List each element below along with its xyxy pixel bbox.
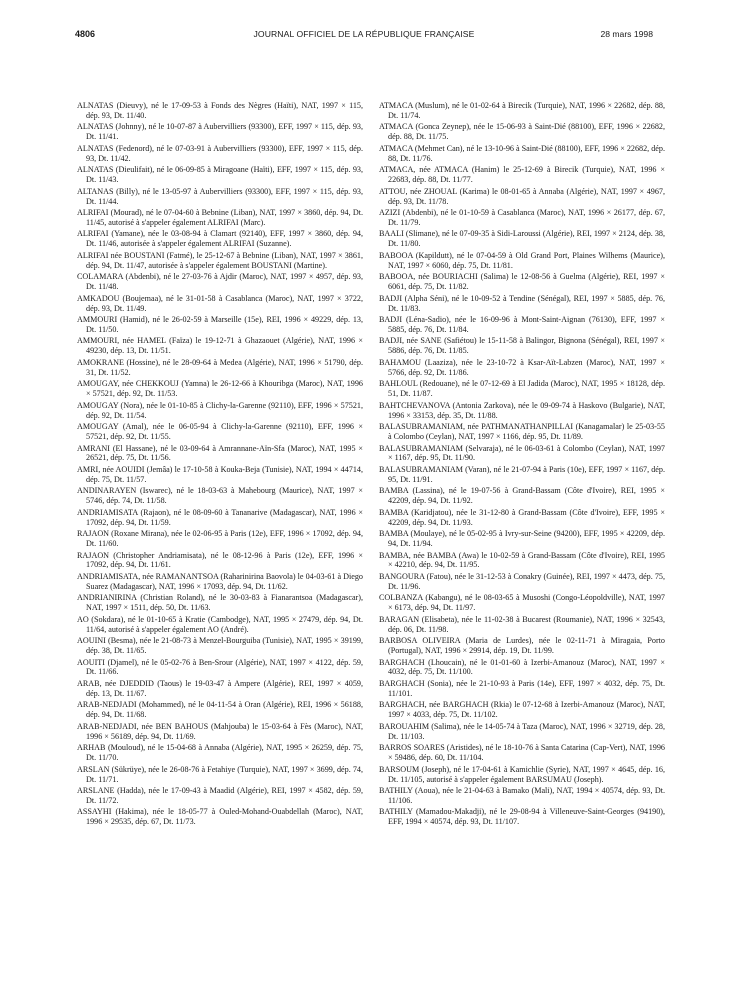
naturalization-entry: BADJI, née SANE (Safiétou) le 15-11-58 à Balingor, Bignona (Sénégal), REI, 1997 × 5886, dép. 76, Dt. 11/85. — [379, 336, 665, 356]
naturalization-entry: ATMACA (Mehmet Can), né le 13-10-96 à Saint-Dié (88100), EFF, 1996 × 22682, dép. 88, Dt. 11/76. — [379, 143, 666, 163]
naturalization-entry: ALNATAS (Dieulifait), né le 06-09-85 à Miragoane (Haïti), EFF, 1997 × 115, dép. 93, Dt. 11/43. — [77, 165, 363, 185]
naturalization-entry: BAHTCHEVANOVA (Antonia Zarkova), née le 09-09-74 à Haskovo (Bulgarie), NAT, 1996 × 33153, dép. 35, Dt. 11/88. — [379, 400, 665, 420]
naturalization-entry: AMRANI (El Hassane), né le 03-09-64 à Amrannane-Aïn-Sfa (Maroc), NAT, 1995 × 26521, dép. 75, Dt. 11/56. — [77, 443, 363, 463]
naturalization-entry: BAMBA (Karidjatou), née le 31-12-80 à Grand-Bassam (Côte d'Ivoire), EFF, 1995 × 42209, dép. 94, Dt. 11/93. — [379, 507, 665, 527]
naturalization-entry: ARAB-NEDJADI (Mohammed), né le 04-11-54 à Oran (Algérie), REI, 1996 × 56188, dép. 94, Dt. 11/68. — [77, 700, 363, 720]
page-number: 4806 — [75, 29, 96, 39]
naturalization-entry: ASSAYHI (Hakima), née le 18-05-77 à Ouled-Mohand-Ouabdellah (Maroc), NAT, 1996 × 29535, dép. 67, Dt. 11/73. — [77, 807, 363, 827]
naturalization-entry: BALASUBRAMANIAM (Varan), né le 21-07-94 à Paris (10e), EFF, 1997 × 1167, dép. 95, Dt. 11/91. — [379, 464, 665, 484]
naturalization-entry: ARSLAN (Sükrüye), née le 26-08-76 à Fetahiye (Turquie), NAT, 1997 × 3699, dép. 74, Dt. 11/71. — [77, 764, 363, 784]
naturalization-entry: AMOUGAY (Nora), née le 01-10-85 à Clichy-la-Garenne (92110), EFF, 1996 × 57521, dép. 92, Dt. 11/54. — [77, 400, 363, 420]
naturalization-entry: BANGOURA (Fatou), née le 31-12-53 à Conakry (Guinée), REI, 1997 × 4473, dép. 75, Dt. 11/96. — [379, 571, 665, 591]
naturalization-entry: BAHAMOU (Laaziza), née le 23-10-72 à Ksar-Aït-Labzen (Maroc), NAT, 1997 × 5766, dép. 92, Dt. 11/86. — [379, 357, 665, 377]
naturalization-entry: ARAB-NEDJADI, née BEN BAHOUS (Mahjouba) le 15-03-64 à Fès (Maroc), NAT, 1996 × 56189, dép. 94, Dt. 11/69. — [77, 721, 363, 741]
naturalization-entry: AMOUGAY (Amal), née le 06-05-94 à Clichy-la-Garenne (92110), EFF, 1996 × 57521, dép. 92, Dt. 11/55. — [77, 422, 363, 441]
naturalization-entry: AOUINI (Besma), née le 21-08-73 à Menzel-Bourguiba (Tunisie), NAT, 1995 × 39199, dép. 38, Dt. 11/65. — [77, 636, 363, 656]
naturalization-entry: BARGHACH (Lhoucain), né le 01-01-60 à Izerbi-Amanouz (Maroc), NAT, 1997 × 4032, dép. 75, Dt. 11/100. — [379, 657, 665, 677]
naturalization-entry: BAMBA (Lassina), né le 19-07-56 à Grand-Bassam (Côte d'Ivoire), REI, 1995 × 42209, dép. 94, Dt. 11/92. — [379, 486, 665, 506]
naturalization-entry: BAHLOUL (Redouane), né le 07-12-69 à El Jadida (Maroc), NAT, 1995 × 18128, dép. 51, Dt. 11/87. — [379, 379, 665, 399]
naturalization-entry: AMMOURI (Hamid), né le 26-02-59 à Marseille (15e), REI, 1996 × 49229, dép. 13, Dt. 11/50. — [77, 315, 363, 334]
naturalization-entry: RAJAON (Roxane Mirana), née le 02-06-95 à Paris (12e), EFF, 1996 × 17092, dép. 94, Dt. 11/60. — [77, 529, 363, 549]
naturalization-entry: BAMBA, née BAMBA (Awa) le 10-02-59 à Grand-Bassam (Côte d'Ivoire), REI, 1995 × 42210, dép. 94, Dt. 11/95. — [379, 550, 665, 570]
naturalization-entry: BATHILY (Aoua), née le 21-04-63 à Bamako (Mali), NAT, 1994 × 40574, dép. 93, Dt. 11/106. — [379, 786, 665, 805]
journal-title: JOURNAL OFFICIEL DE LA RÉPUBLIQUE FRANÇAISE — [253, 29, 475, 39]
naturalization-entry: AZIZI (Abdenbi), né le 01-10-59 à Casablanca (Maroc), NAT, 1996 × 26177, dép. 67, Dt. 11/79. — [379, 208, 665, 227]
naturalization-entry: ARHAB (Mouloud), né le 15-04-68 à Annaba (Algérie), NAT, 1995 × 26259, dép. 75, Dt. 11/70. — [77, 743, 363, 763]
naturalization-entry: ATMACA (Muslum), né le 01-02-64 à Birecik (Turquie), NAT, 1996 × 22682, dép. 88, Dt. 11/74. — [379, 101, 665, 120]
naturalization-entry: BALASUBRAMANIAM, née PATHMANATHANPILLAI (Kanagamalar) le 25-03-55 à Colombo (Ceylan), NAT, 1997 × 1166, dép. 95, Dt. 11/89. — [379, 422, 665, 441]
left-column — [77, 101, 363, 829]
naturalization-entry: AMOUGAY, née CHEKKOUJ (Yamna) le 26-12-66 à Khouribga (Maroc), NAT, 1996 × 57521, dép. 92, Dt. 11/53. — [77, 379, 363, 399]
naturalization-entry: ANDRIANIRINA (Christian Roland), né le 30-03-83 à Fianarantsoa (Madagascar), NAT, 1997 × 1511, dép. 50, Dt. 11/63. — [77, 593, 363, 613]
naturalization-entry: AMRI, née AOUIDI (Jemâa) le 17-10-58 à Kouka-Beja (Tunisie), NAT, 1994 × 44714, dép. 75, Dt. 11/57. — [77, 464, 363, 484]
naturalization-entry: BARGHACH, née BARGHACH (Rkia) le 07-12-68 à Izerbi-Amanouz (Maroc), NAT, 1997 × 4033, dép. 75, Dt. 11/102. — [379, 700, 665, 720]
naturalization-entry: AMOKRANE (Hossine), né le 28-09-64 à Medea (Algérie), NAT, 1996 × 51790, dép. 31, Dt. 11/52. — [77, 357, 363, 377]
naturalization-entry: ALRIFAI née BOUSTANI (Fatmé), le 25-12-67 à Bebnine (Liban), NAT, 1997 × 3861, dép. 94, Dt. 11/47, autorisée à s'appeler également BOUSTANI (Martine). — [77, 250, 363, 270]
naturalization-entry: BABOOA (Kapildutt), né le 07-04-59 à Old Grand Port, Plaines Wilhems (Maurice), NAT, 1997 × 6060, dép. 75, Dt. 11/81. — [379, 250, 665, 270]
naturalization-entry: ATMACA (Gonca Zeynep), née le 15-06-93 à Saint-Dié (88100), EFF, 1996 × 22682, dép. 88, Dt. 11/75. — [379, 122, 665, 142]
naturalization-entry: ARAB, née DJEDDID (Taous) le 19-03-47 à Ampere (Algérie), REI, 1997 × 4059, dép. 13, Dt. 11/67. — [77, 678, 363, 698]
publication-date: 28 mars 1998 — [600, 29, 653, 39]
naturalization-entry: BABOOA, née BOURIACHI (Salima) le 12-08-56 à Guelma (Algérie), REI, 1997 × 6061, dép. 75, Dt. 11/82. — [379, 272, 665, 292]
naturalization-entry: COLBANZA (Kabangu), né le 08-03-65 à Musoshi (Congo-Léopoldville), NAT, 1997 × 6173, dép. 94, Dt. 11/97. — [379, 593, 665, 613]
naturalization-entry: ATTOU, née ZHOUAL (Karima) le 08-01-65 à Annaba (Algérie), NAT, 1997 × 4967, dép. 93, Dt. 11/78. — [379, 186, 665, 206]
naturalization-entry: BATHILY (Mamadou-Makadji), né le 29-08-94 à Villeneuve-Saint-Georges (94190), EFF, 1994 × 40574, dép. 93, Dt. 11/107. — [379, 807, 665, 827]
naturalization-entry: BAMBA (Moulaye), né le 05-02-95 à Ivry-sur-Seine (94200), EFF, 1995 × 42209, dép. 94, Dt. 11/94. — [379, 529, 665, 549]
naturalization-entry: ALRIFAI (Yamane), née le 03-08-94 à Clamart (92140), EFF, 1997 × 3860, dép. 94, Dt. 11/46, autorisée à s'appeler également ALRIFAI (Suzanne). — [77, 229, 363, 249]
naturalization-entry: BARSOUM (Joseph), né le 17-04-61 à Kamichlie (Syrie), NAT, 1997 × 4645, dép. 16, Dt. 11/105, autorisé à s'appeler également BARSUMAU (Joseph). — [379, 764, 665, 784]
page-header — [75, 27, 653, 41]
right-column — [379, 101, 665, 829]
naturalization-entry: ANDRIAMISATA (Rajaon), né le 08-09-60 à Tananarive (Madagascar), NAT, 1996 × 17092, dép. 94, Dt. 11/59. — [77, 507, 363, 527]
naturalization-entry: ANDRIAMISATA, née RAMANANTSOA (Raharinirina Baovola) le 04-03-61 à Diego Suarez (Madagascar), NAT, 1996 × 17093, dép. 94, Dt. 11/62. — [77, 571, 363, 591]
naturalization-entry: BARAGAN (Elisabeta), née le 11-02-38 à Bucarest (Roumanie), NAT, 1996 × 32543, dép. 06, Dt. 11/98. — [379, 614, 665, 634]
naturalization-entry: AO (Sokdara), né le 01-10-65 à Kratie (Cambodge), NAT, 1995 × 27479, dép. 94, Dt. 11/64, autorisé à s'appeler également AO (André). — [77, 614, 363, 634]
naturalization-entry: ALTANAS (Billy), né le 13-05-97 à Aubervilliers (93300), EFF, 1997 × 115, dép. 93, Dt. 11/44. — [77, 186, 363, 206]
naturalization-entry: ALRIFAI (Mourad), né le 07-04-60 à Bebnine (Liban), NAT, 1997 × 3860, dép. 94, Dt. 11/45, autorisé à s'appeler également ALRIFAI (Marc). — [77, 208, 363, 227]
naturalization-entry: BADJI (Léna-Sadio), née le 16-09-96 à Mont-Saint-Aignan (76130), EFF, 1997 × 5885, dép. 76, Dt. 11/84. — [379, 315, 665, 334]
naturalization-entry: AMMOURI, née HAMEL (Faïza) le 19-12-71 à Ghazaouet (Algérie), NAT, 1996 × 49230, dép. 13, Dt. 11/51. — [77, 336, 363, 356]
naturalization-entry: COLAMARA (Abdenbi), né le 27-03-76 à Ajdir (Maroc), NAT, 1997 × 4957, dép. 93, Dt. 11/48. — [77, 272, 363, 292]
naturalization-entry: BARROS SOARES (Aristides), né le 18-10-76 à Santa Catarina (Cap-Vert), NAT, 1996 × 59486, dép. 60, Dt. 11/104. — [379, 743, 665, 763]
naturalization-entry: BADJI (Alpha Séni), né le 10-09-52 à Tendine (Sénégal), REI, 1997 × 5885, dép. 76, Dt. 11/83. — [379, 293, 665, 313]
naturalization-entry: ALNATAS (Dieuvy), né le 17-09-53 à Fonds des Nègres (Haïti), NAT, 1997 × 115, dép. 93, Dt. 11/40. — [77, 101, 363, 120]
naturalization-entry: AOUITI (Djamel), né le 05-02-76 à Ben-Srour (Algérie), NAT, 1997 × 4122, dép. 59, Dt. 11/66. — [77, 657, 363, 677]
naturalization-entry: RAJAON (Christopher Andriamisata), né le 08-12-96 à Paris (12e), EFF, 1996 × 17092, dép. 94, Dt. 11/61. — [77, 550, 363, 570]
naturalization-entry: ALNATAS (Fedenord), né le 07-03-91 à Aubervilliers (93300), EFF, 1997 × 115, dép. 93, Dt. 11/42. — [77, 143, 363, 163]
naturalization-entry: BAROUAHIM (Salima), née le 14-05-74 à Taza (Maroc), NAT, 1996 × 32719, dép. 28, Dt. 11/103. — [379, 721, 665, 741]
naturalization-entry: BARBOSA OLIVEIRA (Maria de Lurdes), née le 02-11-71 à Miragaia, Porto (Portugal), NAT, 1996 × 29914, dép. 19, Dt. 11/99. — [379, 636, 665, 656]
naturalization-entry: ATMACA, née ATMACA (Hanim) le 25-12-69 à Birecik (Turquie), NAT, 1996 × 22683, dép. 88, Dt. 11/77. — [379, 165, 665, 185]
naturalization-entry: BAALI (Slimane), né le 07-09-35 à Sidi-Laroussi (Algérie), REI, 1997 × 2124, dép. 38, Dt. 11/80. — [379, 229, 665, 249]
naturalization-entry: AMKADOU (Boujemaa), né le 31-01-58 à Casablanca (Maroc), NAT, 1997 × 3722, dép. 93, Dt. 11/49. — [77, 293, 363, 313]
naturalization-entry: ANDINARAYEN (Iswarec), né le 18-03-63 à Mahebourg (Maurice), NAT, 1997 × 5746, dép. 74, Dt. 11/58. — [77, 486, 363, 506]
naturalization-entry: BARGHACH (Sonia), née le 21-10-93 à Paris (14e), EFF, 1997 × 4032, dép. 75, Dt. 11/101. — [379, 678, 665, 698]
naturalization-entry: ALNATAS (Johnny), né le 10-07-87 à Aubervilliers (93300), EFF, 1997 × 115, dép. 93, Dt. 11/41. — [77, 122, 363, 142]
naturalization-entry: BALASUBRAMANIAM (Selvaraja), né le 06-03-61 à Colombo (Ceylan), NAT, 1997 × 1167, dép. 95, Dt. 11/90. — [379, 443, 665, 463]
naturalization-entry: ARSLANE (Hadda), née le 17-09-43 à Maadid (Algérie), REI, 1997 × 4582, dép. 59, Dt. 11/72. — [77, 786, 363, 805]
